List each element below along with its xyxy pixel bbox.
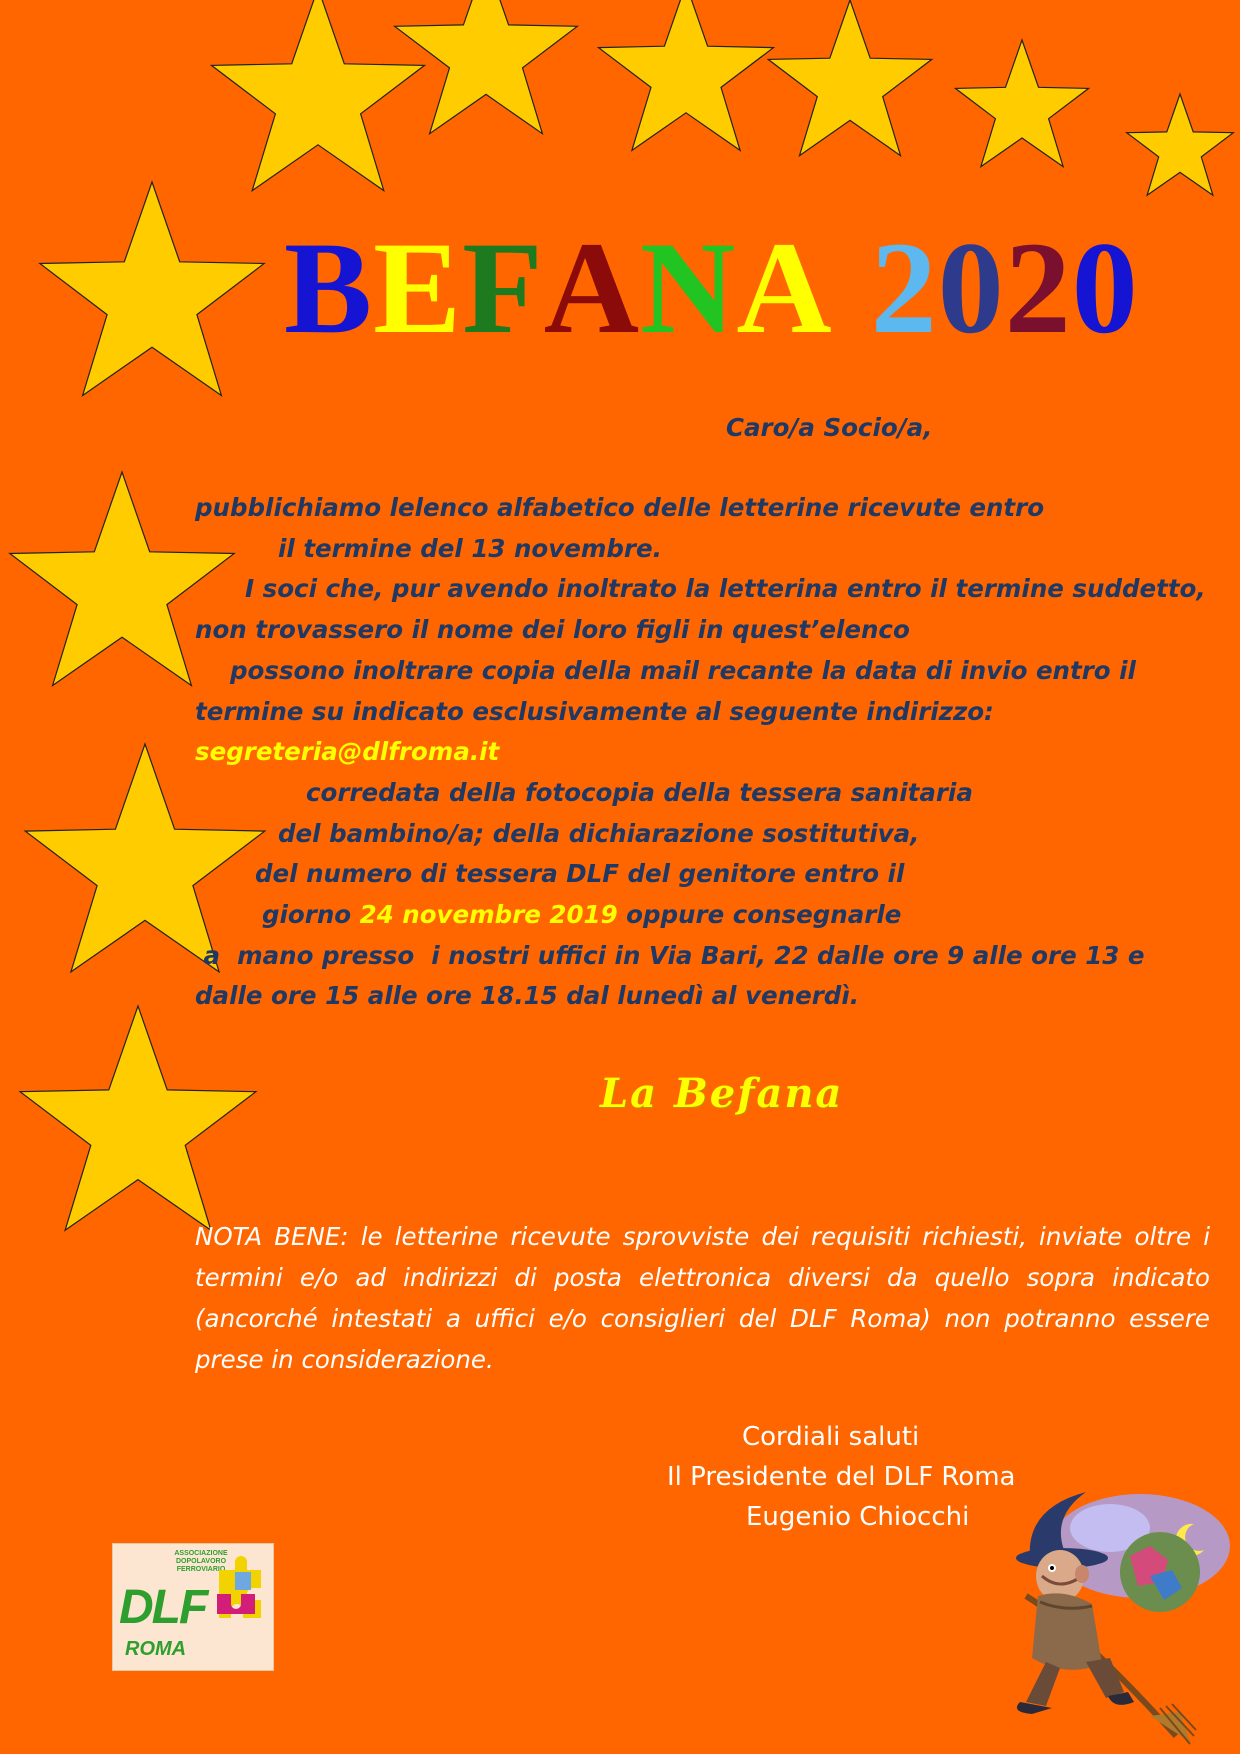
title-digit: 0	[937, 214, 1005, 361]
star-icon	[212, 0, 425, 191]
letter-line: I soci che, pur avendo inoltrato la letterina entro il termine suddetto,	[245, 574, 1206, 603]
title-digit: 2	[870, 214, 938, 361]
logo-association: ASSOCIAZIONE DOPOLAVORO FERROVIARIO	[174, 1550, 228, 1573]
dlf-roma-logo	[112, 1543, 274, 1671]
nota-bene: NOTA BENE: le letterine ricevute sprovviste dei requisiti richiesti, inviate oltre i termini e/o ad indirizzi di posta elettronica diversi da quello sopra indicato (ancorché intestati a uffici e/o consiglieri del DLF Roma) non potranno essere prese in considerazione.	[195, 1222, 1210, 1374]
befana-witch-illustration	[990, 1476, 1230, 1746]
salutation: Caro/a Socio/a,	[726, 413, 933, 442]
deadline-suffix: oppure consegnarle	[617, 900, 902, 929]
letter-line: non trovassero il nome dei loro figli in quest’elenco	[195, 615, 910, 644]
closing-role: Il Presidente del DLF Roma	[667, 1462, 1016, 1492]
title-letter: A	[736, 214, 833, 361]
letter-line: corredata della fotocopia della tessera sanitaria	[306, 778, 973, 807]
title-letter: B	[284, 214, 374, 361]
letter-line: possono inoltrare copia della mail recante la data di invio entro il	[230, 656, 1136, 685]
page-title	[284, 214, 1224, 361]
title-letter: A	[543, 214, 641, 361]
letter-line: il termine del 13 novembre.	[278, 534, 662, 563]
closing-greeting: Cordiali saluti	[742, 1422, 920, 1452]
title-digit: 0	[1071, 214, 1139, 361]
closing-name: Eugenio Chiocchi	[746, 1502, 970, 1532]
email-address[interactable]: segreteria@dlfroma.it	[195, 737, 500, 766]
title-digit: 2	[1004, 214, 1072, 361]
star-icon	[40, 182, 264, 396]
title-letter: F	[462, 214, 544, 361]
letter-line: a mano presso i nostri uffici in Via Bari, 22 dalle ore 9 alle ore 13 e	[195, 941, 1145, 970]
deadline-line	[262, 895, 901, 935]
star-icon	[1127, 94, 1234, 195]
letter-line: del bambino/a; della dichiarazione sostitutiva,	[278, 819, 920, 848]
deadline-date: 24 novembre 2019	[359, 900, 618, 929]
letter-line: pubblichiamo lelenco alfabetico delle letterine ricevute entro	[195, 493, 1045, 522]
letter-line: dalle ore 15 alle ore 18.15 dal lunedì al venerdì.	[195, 981, 860, 1010]
star-icon	[955, 40, 1088, 167]
logo-city: ROMA	[125, 1638, 187, 1660]
star-icon	[599, 0, 774, 150]
title-letter: E	[373, 214, 463, 361]
logo-puzzle-icon	[209, 1550, 267, 1630]
deadline-prefix: giorno	[262, 900, 360, 929]
star-icon	[20, 1006, 256, 1230]
letter-line: termine su indicato esclusivamente al seguente indirizzo:	[195, 697, 994, 726]
befana-signature: La Befana	[600, 1070, 844, 1117]
star-icon	[768, 0, 932, 156]
title-letter: N	[640, 214, 737, 361]
logo-brand: DLF	[119, 1581, 207, 1634]
letter-line: del numero di tessera DLF del genitore entro il	[255, 859, 905, 888]
